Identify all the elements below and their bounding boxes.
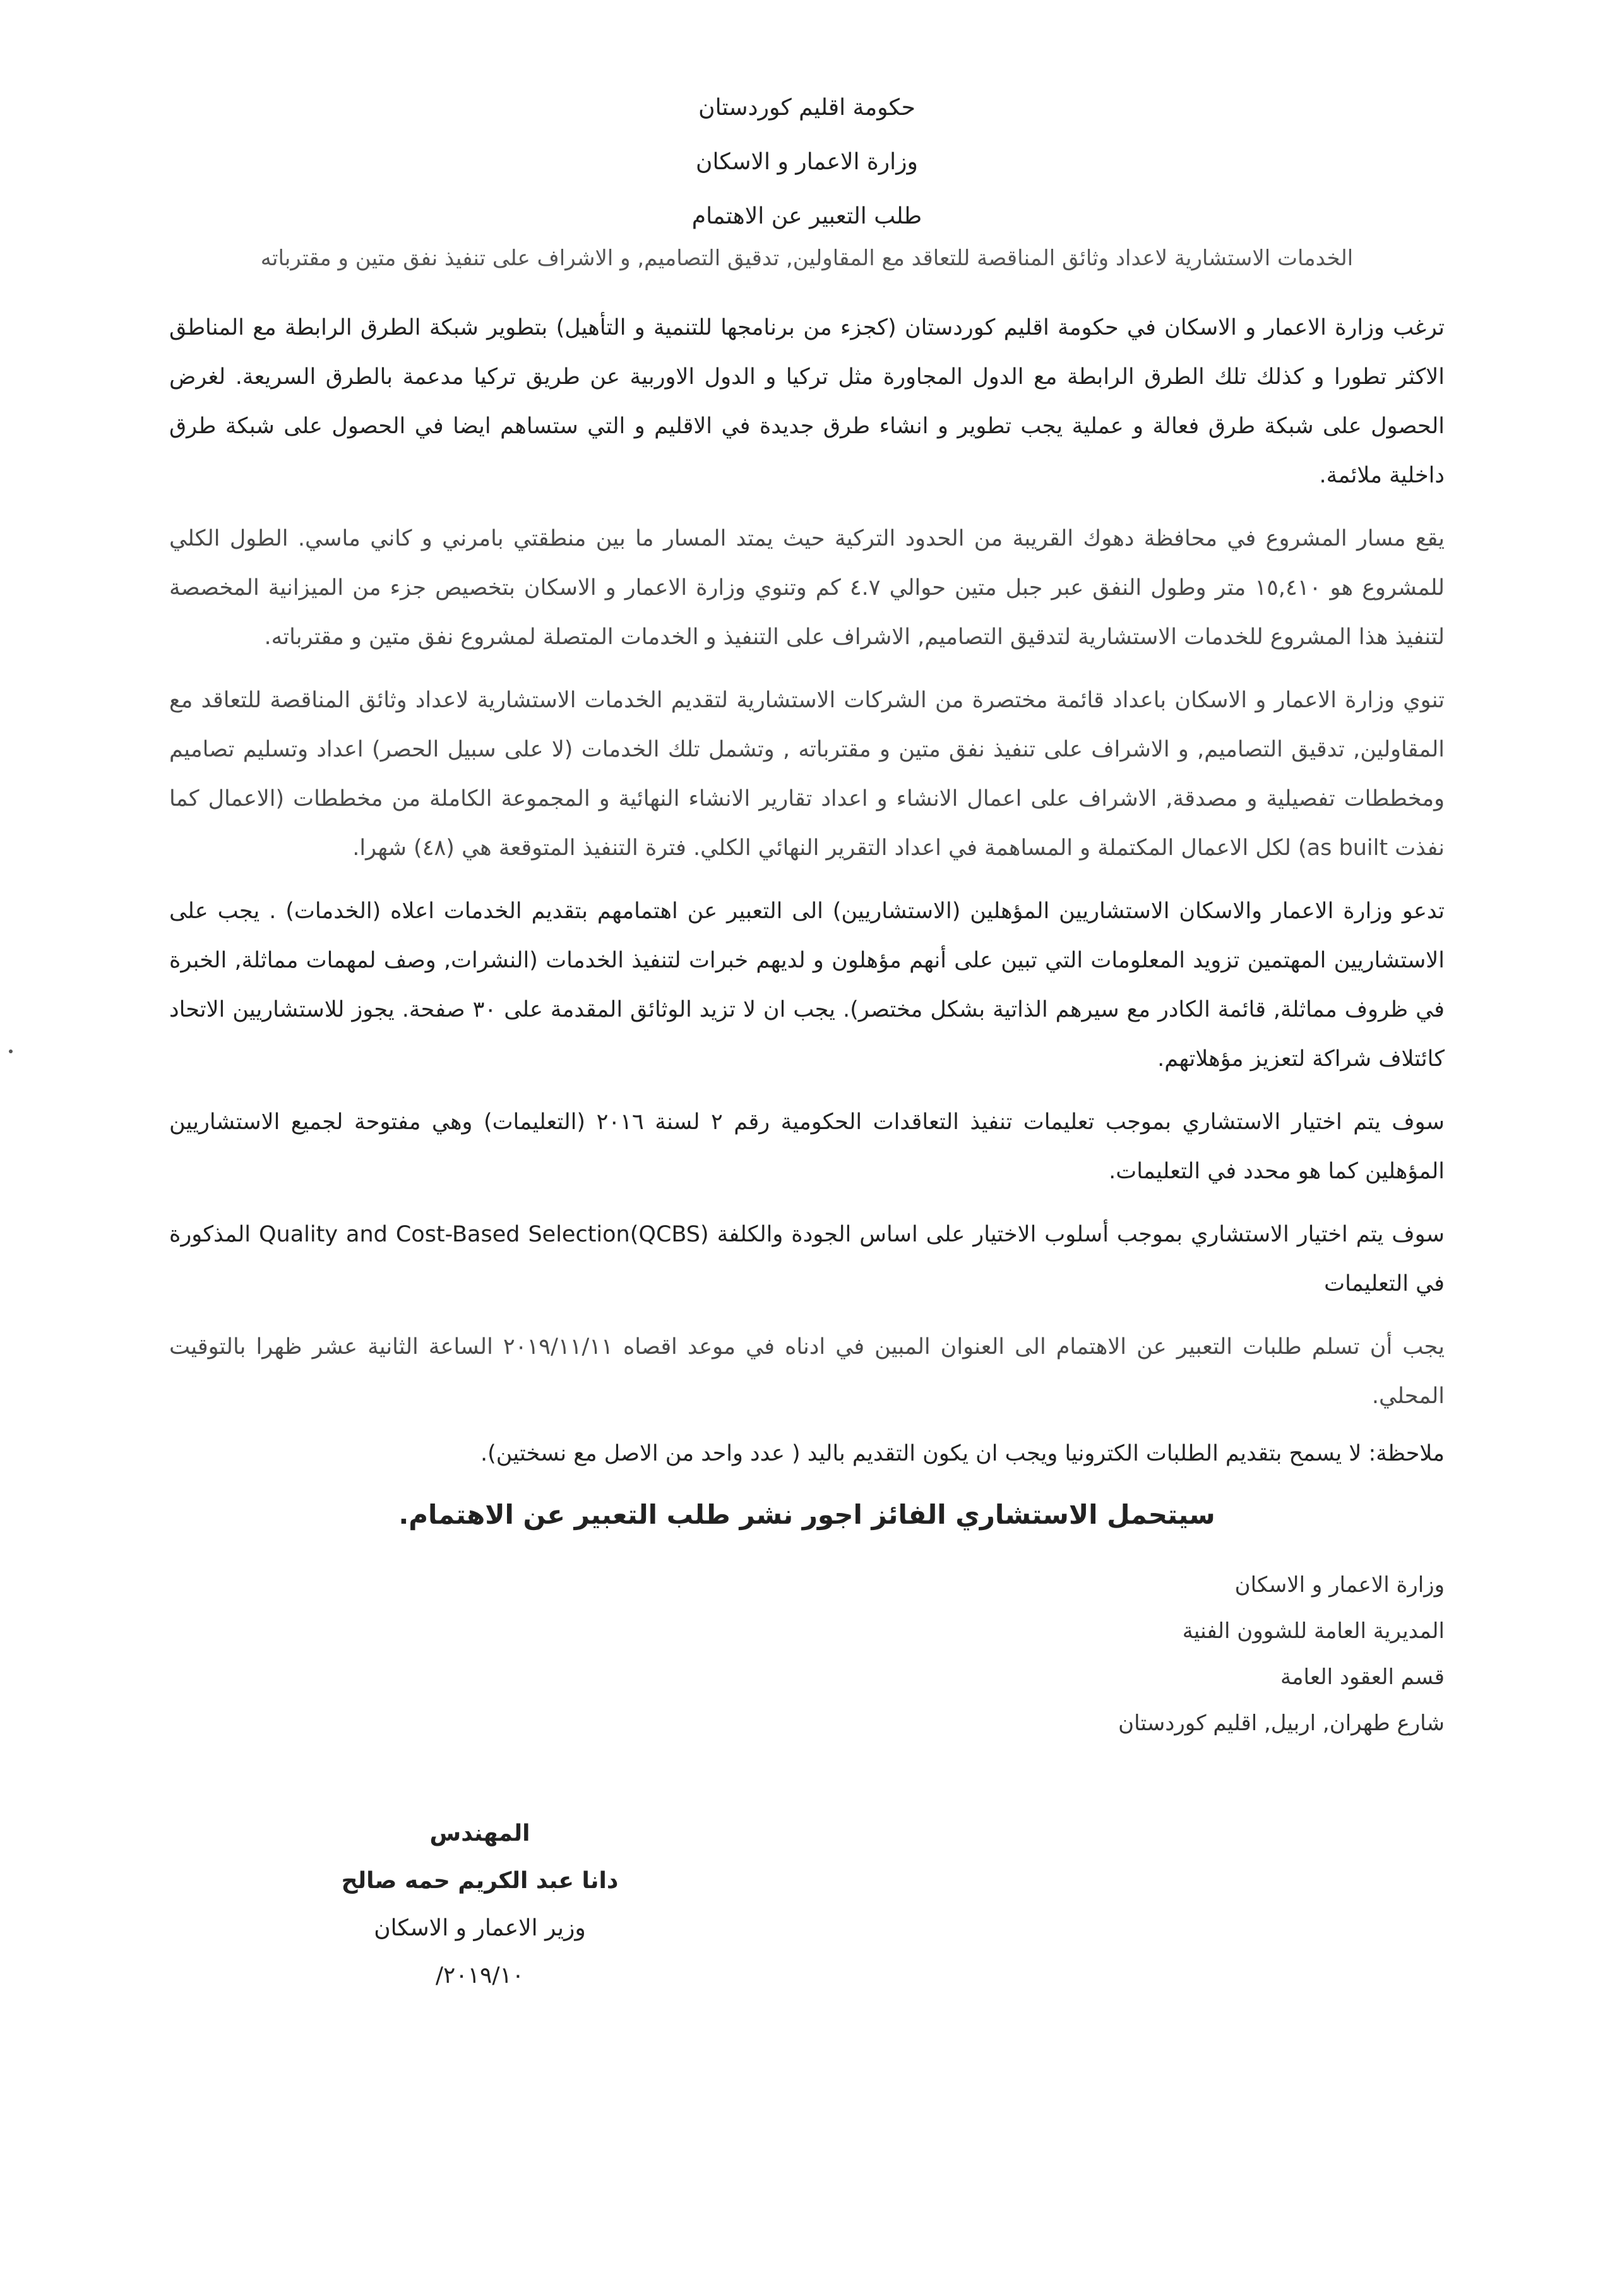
paragraph-selection-method: سوف يتم اختيار الاستشاري بموجب أسلوب الاختيار على اساس الجودة والكلفة Quality and Cost-Based Selection(QCBS) المذكورة في التعليمات [169,1222,1445,1296]
address-ministry: وزارة الاعمار و الاسكان [1234,1572,1445,1598]
ministry-name: وزارة الاعمار و الاسكان [696,149,918,175]
signatory-name: دانا عبد الكريم حمه صالح [341,1868,619,1894]
address-directorate: المديرية العامة للشوون الفنية [1182,1618,1445,1644]
publication-fee-notice: سيتحمل الاستشاري الفائز اجور نشر طلب التعبير عن الاهتمام. [398,1499,1215,1530]
document-header [169,81,1445,277]
paragraph-shortlist: تنوي وزارة الاعمار و الاسكان باعداد قائمة مختصرة من الشركات الاستشارية لتقديم الخدمات الاستشارية لاعداد وثائق المناقصة للتعاقد مع المقاولين, تدقيق التصاميم, و الاشراف على تنفيذ نفق متين و مقترباته , وتشمل تلك الخدمات (لا على سبيل الحصر) اعداد وتسليم تصاميم ومخططات تفصيلية و مصدقة, الاشراف على اعمال الانشاء و اعداد تقارير الانشاء النهائية و المجموعة الكاملة من مخططات (الاعمال كما نفذت as built) لكل الاعمال المكتملة و المساهمة في اعداد التقرير النهائي الكلي. فترة التنفيذ المتوقعة هي (٤٨) شهرا. [169,688,1445,861]
document-body [169,303,1445,1473]
address-block [169,1562,1445,1747]
paragraph-selection-rules: سوف يتم اختيار الاستشاري بموجب تعليمات تنفيذ التعاقدات الحكومية رقم ٢ لسنة ٢٠١٦ (التعليمات) وهي مفتوحة لجميع الاستشاريين المؤهلين كما هو محدد في التعليمات. [169,1109,1445,1184]
signatory-title: المهندس [429,1821,530,1846]
paragraph-invitation: تدعو وزارة الاعمار والاسكان الاستشاريين المؤهلين (الاستشاريين) الى التعبير عن اهتمامهم بتقديم الخدمات اعلاه (الخدمات) . يجب على الاستشاريين المهتمين تزويد المعلومات التي تبين على أنهم مؤهلون و لديهم خبرات لتنفيذ الخدمات (النشرات, وصف لمهمات مماثلة, الخبرة في ظروف مماثلة, قائمة الكادر مع سيرهم الذاتية بشكل مختصر). يجب ان لا تزيد الوثائق المقدمة على ٣٠ صفحة. يجوز للاستشاريين الاتحاد كائتلاف شراكة لتعزيز مؤهلاتهم. [169,899,1445,1072]
government-name: حكومة اقليم كوردستان [698,95,915,121]
document-page [0,81,1610,2296]
paragraph-project-location: يقع مسار المشروع في محافظة دهوك القريبة من الحدود التركية حيث يمتد المسار ما بين منطقتي بامرني و كاني ماسي. الطول الكلي للمشروع هو ١٥,٤١٠ متر وطول النفق عبر جبل متين حوالي ٤.٧ كم وتنوي وزارة الاعمار و الاسكان بتخصيص جزء من الميزانية المخصصة لتنفيذ هذا المشروع للخدمات الاستشارية لتدقيق التصاميم, الاشراف على التنفيذ و الخدمات المتصلة لمشروع نفق متين و مقترباته. [169,526,1445,650]
request-title: طلب التعبير عن الاهتمام [691,203,922,229]
signature-date: ٢٠١٩/١٠/ [435,1963,525,1988]
paragraph-deadline: يجب أن تسلم طلبات التعبير عن الاهتمام الى العنوان المبين في ادناه في موعد اقصاه ٢٠١٩/١١/١١ الساعة الثانية عشر ظهرا بالتوقيت المحلي. [169,1334,1445,1409]
signatory-position: وزير الاعمار و الاسكان [374,1915,586,1941]
subject-line: الخدمات الاستشارية لاعداد وثائق المناقصة للتعاقد مع المقاولين, تدقيق التصاميم, و الاشراف على تنفيذ نفق متين و مقترباته [260,246,1354,271]
scan-artifact-dot [9,1049,13,1053]
signature-block [316,1810,644,1999]
address-department: قسم العقود العامة [1280,1665,1445,1690]
paragraph-intro: ترغب وزارة الاعمار و الاسكان في حكومة اقليم كوردستان (كجزء من برنامجها للتنمية و التأهيل) بتطوير شبكة الطرق الرابطة مع المناطق الاكثر تطورا و كذلك تلك الطرق الرابطة مع الدول المجاورة مثل تركيا و الدول الاوربية عن طريق تركيا مدعمة بالطرق السريعة. لغرض الحصول على شبكة طرق فعالة و عملية يجب تطوير و انشاء طرق جديدة في الاقليم و التي ستساهم ايضا في الحصول على شبكة طرق داخلية ملائمة. [169,315,1445,488]
submission-note: ملاحظة: لا يسمح بتقديم الطلبات الكترونيا ويجب ان يكون التقديم باليد ( عدد واحد من الاصل مع نسختين). [480,1441,1445,1466]
address-street: شارع طهران, اربيل, اقليم كوردستان [1118,1711,1445,1736]
